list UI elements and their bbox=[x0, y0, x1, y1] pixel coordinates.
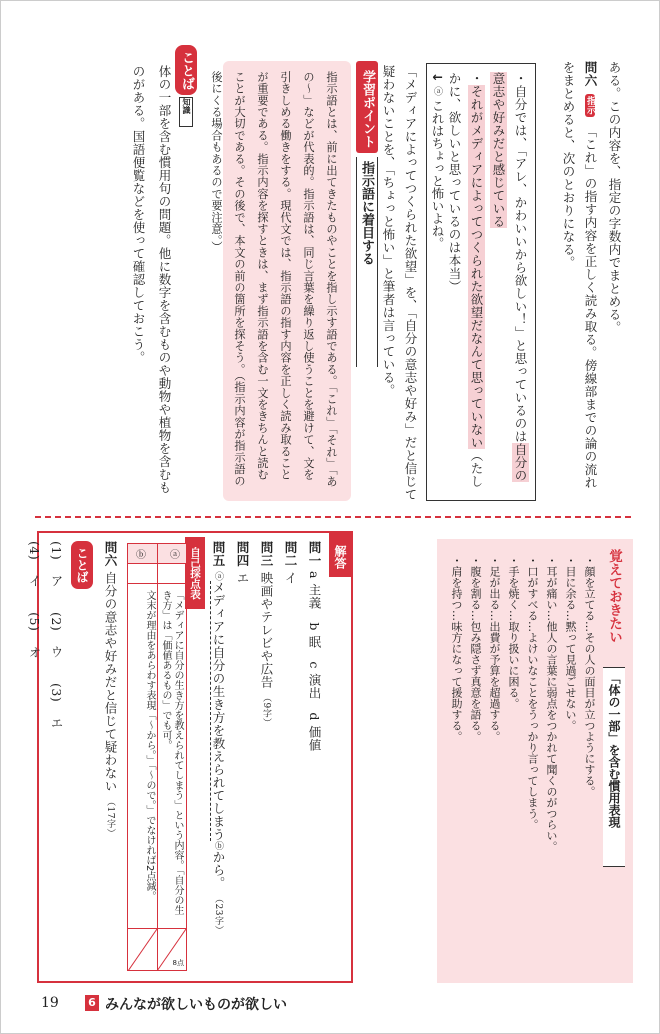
learning-point-text: 指示語とは、前に出てきたものやことを指し示す語である。「これ」「それ」「あの～」などが代表的。指示語は、同じ言葉を繰り返し使うことを避けて、文を引きしめる働きをする。現代文では、指示語の指す内容を正しく読み取ることが重要である。指示内容を探すときは、まず指示語を含む一文をきちんと読むことが大切である。その後で、本文の前の箇所を探そう。（指示内容が指示語の後にくる場合もあるので要注意。） bbox=[210, 71, 338, 488]
kotoba-answer: (3) エ bbox=[49, 683, 64, 731]
question-six-explanation bbox=[555, 61, 601, 501]
page-number: 19 bbox=[41, 995, 59, 1011]
answer-q3 bbox=[255, 541, 277, 941]
answer-q6-text: 自分の意志や好みだと信じて疑わない bbox=[103, 571, 118, 793]
marker-b: ⓑ bbox=[213, 840, 223, 851]
learning-point-title: 指示語に着目する bbox=[356, 157, 378, 367]
section-divider bbox=[35, 516, 631, 518]
answer-q6-count: （17字） bbox=[105, 796, 115, 838]
memorize-item: ・顔を立てる…その人の面目が立つようにする。 bbox=[583, 555, 596, 797]
conclusion-text: 「メディアによってつくられた欲望」を、「自分の意志や好み」だと信じて疑わないことを、「ちょっと怖い」と筆者は言っている。 bbox=[381, 65, 418, 501]
chapter-title: みんなが欲しいものが欲しい bbox=[105, 997, 287, 1013]
summary-line-one bbox=[485, 72, 531, 492]
answer-q4-text: エ bbox=[235, 571, 250, 585]
summary-bullet: ・ bbox=[469, 72, 484, 85]
answer-q5-text: メディアに自分の生き方を教えられてしまう bbox=[211, 580, 226, 841]
kotoba-answer: (5) オ bbox=[27, 612, 42, 659]
kotoba-answer: (1) ア bbox=[49, 541, 64, 588]
answers-title: 解答 bbox=[329, 533, 351, 577]
marker-a: ⓐ bbox=[213, 571, 223, 581]
memorize-item: ・口がすべる…よけいなことをうっかり言ってしまう。 bbox=[526, 555, 539, 830]
chapter-number: 6 bbox=[85, 995, 99, 1011]
memorize-item: ・耳が痛い…他人の言葉に弱点をつかれて聞くのがつらい。 bbox=[545, 555, 558, 852]
marker-a: ⓐ bbox=[432, 86, 442, 96]
answer-q1-text: a 主義 b 眠 c 演出 d 価値 bbox=[307, 571, 322, 752]
summary-highlight-two: それがメディアによってつくられた欲望だなんて思っていない bbox=[469, 85, 484, 449]
answer-q5-count: （23字） bbox=[213, 893, 223, 935]
answer-q5-label: 問五 bbox=[211, 541, 226, 567]
learning-point-box bbox=[210, 61, 351, 501]
answer-q3-label: 問三 bbox=[259, 541, 274, 567]
memorize-item: ・手を焼く…取り扱いに困る。 bbox=[507, 555, 520, 709]
summary-line-one-text: ・自分では、「アレ、かわいいから欲しい！」と思っているのは bbox=[513, 72, 528, 443]
score-points: 8点 bbox=[172, 959, 184, 967]
kotoba-answer: (4) イ bbox=[27, 541, 42, 588]
score-b-text: 文末が理由をあらわす表現「～から。」「～ので。」でなければ2点減。 bbox=[144, 590, 155, 902]
score-check-row bbox=[128, 564, 186, 584]
score-a-label: ⓐ bbox=[170, 550, 180, 561]
memorize-item: ・足が出る…出費が予算を超過する。 bbox=[488, 555, 501, 742]
memorize-title: 覚えておきたい bbox=[606, 549, 622, 644]
summary-box bbox=[426, 63, 536, 501]
kotoba-text: 体の一部を含む慣用句の問題。他に数字を含むものや動物や植物を含むものがある。国語便覧などを使って確認しておこう。 bbox=[131, 65, 172, 494]
answer-q3-count: （9字） bbox=[261, 692, 271, 728]
intro-line: ある。この内容を、指定の字数内でまとめる。 bbox=[607, 61, 622, 334]
down-arrow-icon: ↓ bbox=[430, 72, 445, 83]
answer-q3-text: 映画やテレビや広告 bbox=[259, 571, 274, 689]
answer-q5 bbox=[207, 541, 229, 961]
kotoba-answer: (2) ウ bbox=[49, 612, 64, 659]
answer-q1-label: 問一 bbox=[307, 541, 322, 567]
memorize-subtitle: 「体の一部」を含む慣用表現 bbox=[603, 667, 625, 867]
answer-q2-label: 問二 bbox=[283, 541, 298, 567]
summary-line-three bbox=[427, 72, 447, 272]
answer-q6 bbox=[99, 541, 121, 961]
directive-tag: 指示 bbox=[585, 96, 595, 116]
summary-line-two bbox=[441, 72, 487, 492]
learning-point-header bbox=[356, 61, 378, 361]
summary-highlight-one: 自分の意志や好みだと感じている bbox=[491, 72, 528, 482]
score-divider bbox=[157, 544, 158, 970]
answer-q2-text: イ bbox=[283, 571, 298, 585]
memorize-item: ・腹を割る…包み隠さず真意を語る。 bbox=[469, 555, 482, 742]
score-table bbox=[127, 543, 187, 971]
learning-point-tag: 学習ポイント bbox=[356, 61, 378, 153]
self-check-title: 自己採点表 bbox=[185, 537, 205, 609]
summary-line-three-text: これはちょっと怖いよね。 bbox=[430, 99, 445, 250]
question-six-text: 「これ」の指す内容を正しく読み取る。傍線部までの論の流れをまとめると、次のとおりになる。 bbox=[561, 61, 598, 489]
kotoba-tag: ことば bbox=[175, 45, 197, 95]
score-a-text: 「メディアに自分の生き方を教えられてしまう」という内容。「自分の生き方」は「価値あるもの」でも可。 bbox=[160, 590, 183, 915]
score-b-label: ⓑ bbox=[136, 550, 146, 561]
answer-q5-tail: から。 bbox=[211, 850, 226, 890]
memorize-list bbox=[449, 555, 599, 975]
memorize-item: ・肩を持つ…味方になって援助する。 bbox=[450, 555, 463, 742]
question-six-label: 問六 bbox=[583, 61, 598, 87]
answers-box bbox=[27, 531, 353, 983]
answers-kotoba-tag: ことば bbox=[71, 541, 93, 589]
answer-q4 bbox=[231, 541, 253, 941]
answer-q6-label: 問六 bbox=[103, 541, 118, 567]
answer-q1 bbox=[303, 541, 325, 941]
answer-q4-label: 問四 bbox=[235, 541, 250, 567]
answers-kotoba-list bbox=[27, 541, 67, 761]
memorize-item: ・目に余る…黙って見過ごせない。 bbox=[564, 555, 577, 731]
answer-q2 bbox=[279, 541, 301, 941]
knowledge-tag: 知識 bbox=[179, 97, 193, 127]
summary-aside: （たしかに、欲しいと思っているのは本当） bbox=[447, 72, 484, 488]
memorize-box bbox=[437, 539, 633, 983]
